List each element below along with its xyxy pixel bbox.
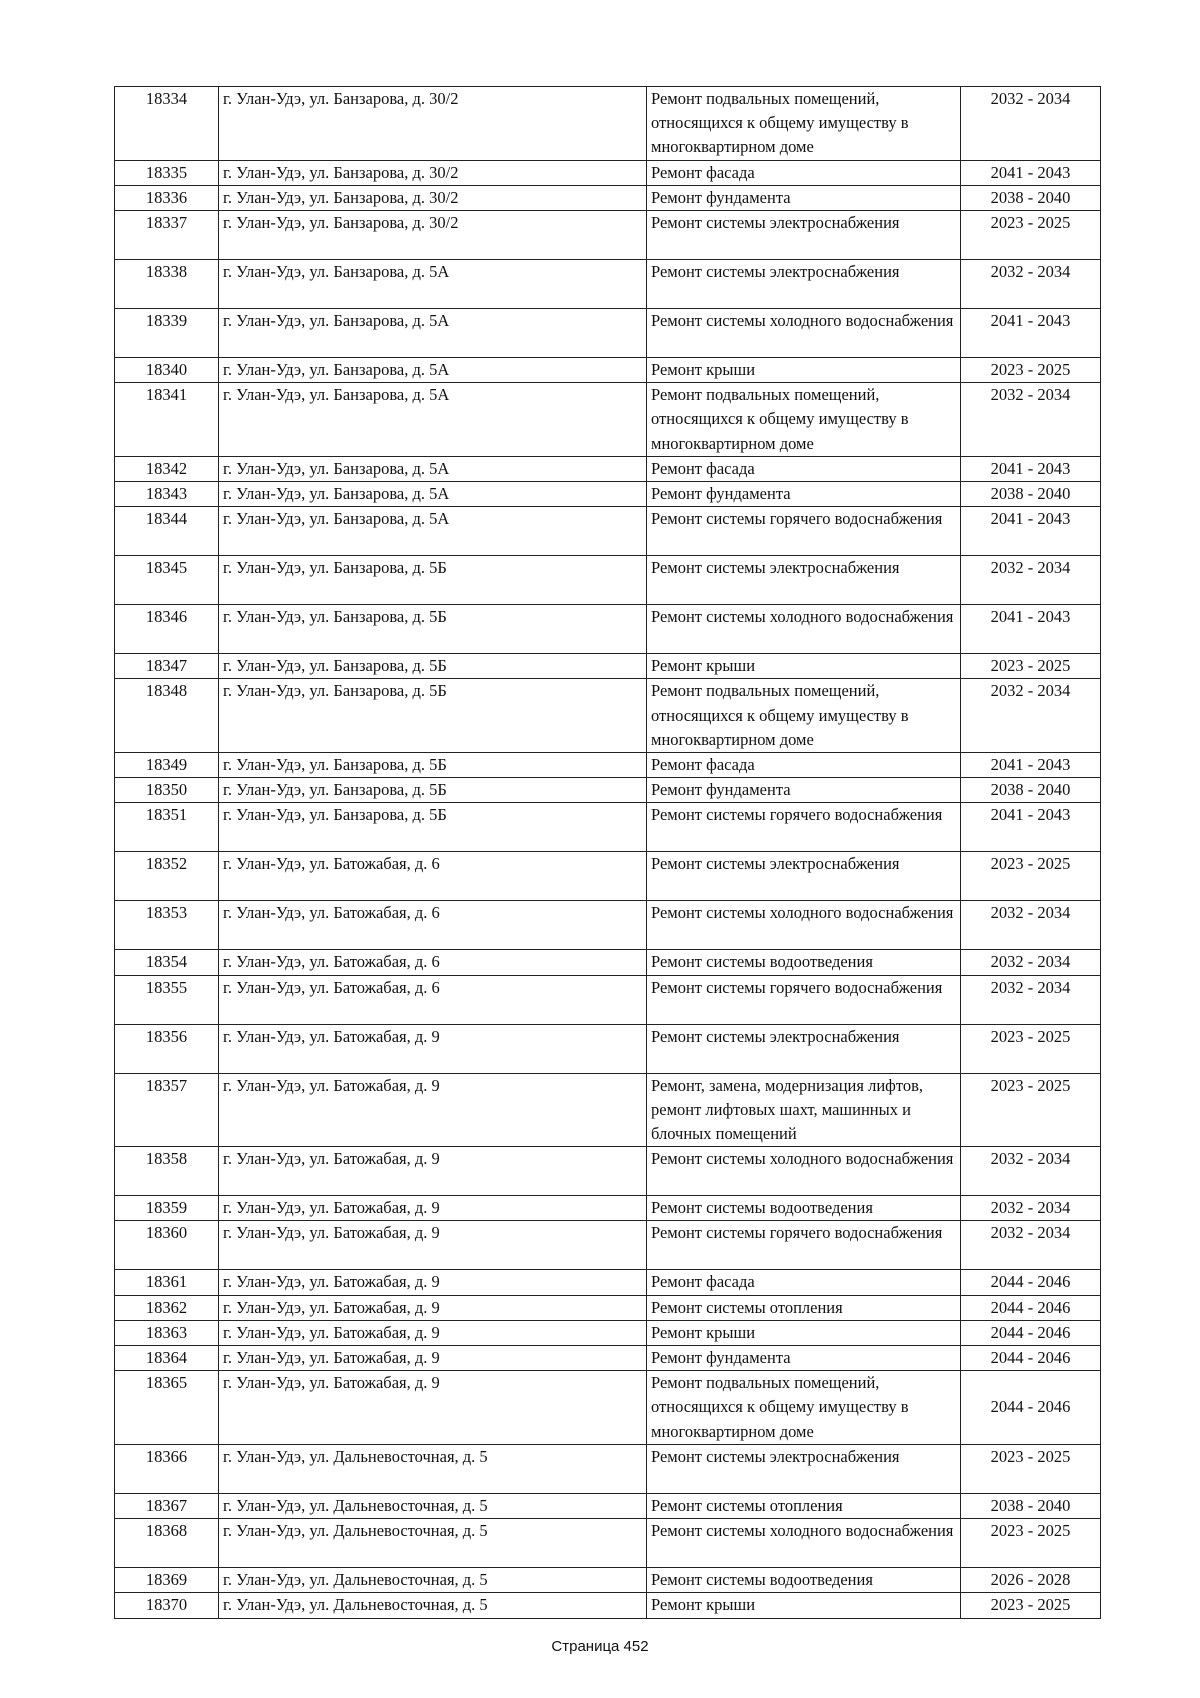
row-address: г. Улан-Удэ, ул. Батожабая, д. 6: [219, 852, 647, 901]
row-number: 18341: [115, 383, 219, 457]
row-address: г. Улан-Удэ, ул. Дальневосточная, д. 5: [219, 1593, 647, 1618]
row-number: 18368: [115, 1519, 219, 1568]
row-address: г. Улан-Удэ, ул. Банзарова, д. 30/2: [219, 87, 647, 161]
row-address: г. Улан-Удэ, ул. Батожабая, д. 9: [219, 1147, 647, 1196]
row-period: 2023 - 2025: [961, 358, 1101, 383]
row-period: 2032 - 2034: [961, 679, 1101, 753]
row-period: 2041 - 2043: [961, 456, 1101, 481]
row-number: 18334: [115, 87, 219, 161]
row-address: г. Улан-Удэ, ул. Батожабая, д. 9: [219, 1221, 647, 1270]
table-body: [115, 87, 1101, 1619]
table-row: [115, 1320, 1101, 1345]
table-row: [115, 753, 1101, 778]
row-number: 18357: [115, 1073, 219, 1147]
row-period: 2032 - 2034: [961, 975, 1101, 1024]
row-period: 2023 - 2025: [961, 1444, 1101, 1493]
row-work-type: Ремонт системы водоотведения: [647, 1568, 961, 1593]
table-row: [115, 185, 1101, 210]
row-period: 2041 - 2043: [961, 160, 1101, 185]
row-work-type: Ремонт системы горячего водоснабжения: [647, 1221, 961, 1270]
row-work-type: Ремонт системы холодного водоснабжения: [647, 309, 961, 358]
row-work-type: Ремонт фасада: [647, 160, 961, 185]
table-row: [115, 950, 1101, 975]
table-row: [115, 1371, 1101, 1445]
row-address: г. Улан-Удэ, ул. Банзарова, д. 30/2: [219, 211, 647, 260]
table-row: [115, 1073, 1101, 1147]
row-number: 18347: [115, 654, 219, 679]
table-row: [115, 482, 1101, 507]
row-period: 2032 - 2034: [961, 556, 1101, 605]
row-work-type: Ремонт крыши: [647, 1593, 961, 1618]
row-work-type: Ремонт системы электроснабжения: [647, 852, 961, 901]
table-row: [115, 1519, 1101, 1568]
row-period: 2032 - 2034: [961, 1221, 1101, 1270]
table-row: [115, 160, 1101, 185]
table-row: [115, 507, 1101, 556]
row-number: 18365: [115, 1371, 219, 1445]
row-period: 2041 - 2043: [961, 605, 1101, 654]
row-period: 2023 - 2025: [961, 654, 1101, 679]
row-work-type: Ремонт крыши: [647, 654, 961, 679]
table-row: [115, 1346, 1101, 1371]
row-address: г. Улан-Удэ, ул. Батожабая, д. 9: [219, 1295, 647, 1320]
row-period: 2044 - 2046: [961, 1295, 1101, 1320]
row-address: г. Улан-Удэ, ул. Банзарова, д. 30/2: [219, 185, 647, 210]
row-work-type: Ремонт системы холодного водоснабжения: [647, 605, 961, 654]
row-number: 18342: [115, 456, 219, 481]
row-number: 18348: [115, 679, 219, 753]
row-work-type: Ремонт подвальных помещений, относящихся к общему имуществу в многоквартирном доме: [647, 679, 961, 753]
row-period: 2044 - 2046: [961, 1270, 1101, 1295]
row-work-type: Ремонт системы электроснабжения: [647, 260, 961, 309]
table-row: [115, 87, 1101, 161]
table-row: [115, 309, 1101, 358]
table-row: [115, 1024, 1101, 1073]
row-work-type: Ремонт фундамента: [647, 778, 961, 803]
table-row: [115, 1593, 1101, 1618]
row-period: 2044 - 2046: [961, 1320, 1101, 1345]
row-period: 2023 - 2025: [961, 1073, 1101, 1147]
row-number: 18356: [115, 1024, 219, 1073]
row-address: г. Улан-Удэ, ул. Батожабая, д. 9: [219, 1320, 647, 1345]
table-row: [115, 1147, 1101, 1196]
row-number: 18350: [115, 778, 219, 803]
row-address: г. Улан-Удэ, ул. Банзарова, д. 5Б: [219, 778, 647, 803]
table-row: [115, 1270, 1101, 1295]
row-address: г. Улан-Удэ, ул. Банзарова, д. 5Б: [219, 753, 647, 778]
row-work-type: Ремонт фасада: [647, 753, 961, 778]
row-work-type: Ремонт системы водоотведения: [647, 1196, 961, 1221]
row-address: г. Улан-Удэ, ул. Банзарова, д. 5Б: [219, 605, 647, 654]
row-work-type: Ремонт системы горячего водоснабжения: [647, 975, 961, 1024]
table-row: [115, 1221, 1101, 1270]
table-row: [115, 358, 1101, 383]
row-work-type: Ремонт системы отопления: [647, 1295, 961, 1320]
table-row: [115, 679, 1101, 753]
row-period: 2032 - 2034: [961, 950, 1101, 975]
table-row: [115, 1444, 1101, 1493]
table-row: [115, 211, 1101, 260]
row-work-type: Ремонт системы электроснабжения: [647, 211, 961, 260]
row-number: 18346: [115, 605, 219, 654]
row-period: 2038 - 2040: [961, 482, 1101, 507]
row-number: 18349: [115, 753, 219, 778]
row-period: 2032 - 2034: [961, 260, 1101, 309]
row-address: г. Улан-Удэ, ул. Дальневосточная, д. 5: [219, 1519, 647, 1568]
row-number: 18366: [115, 1444, 219, 1493]
row-address: г. Улан-Удэ, ул. Дальневосточная, д. 5: [219, 1444, 647, 1493]
row-number: 18338: [115, 260, 219, 309]
row-work-type: Ремонт фундамента: [647, 482, 961, 507]
row-period: 2032 - 2034: [961, 1196, 1101, 1221]
row-address: г. Улан-Удэ, ул. Дальневосточная, д. 5: [219, 1493, 647, 1518]
row-number: 18335: [115, 160, 219, 185]
row-work-type: Ремонт системы отопления: [647, 1493, 961, 1518]
row-period: 2044 - 2046: [961, 1371, 1101, 1445]
row-number: 18358: [115, 1147, 219, 1196]
row-work-type: Ремонт системы холодного водоснабжения: [647, 1147, 961, 1196]
row-address: г. Улан-Удэ, ул. Банзарова, д. 5А: [219, 358, 647, 383]
row-number: 18339: [115, 309, 219, 358]
row-address: г. Улан-Удэ, ул. Банзарова, д. 5А: [219, 383, 647, 457]
row-number: 18364: [115, 1346, 219, 1371]
row-work-type: Ремонт системы горячего водоснабжения: [647, 507, 961, 556]
row-work-type: Ремонт системы водоотведения: [647, 950, 961, 975]
row-number: 18362: [115, 1295, 219, 1320]
table-row: [115, 456, 1101, 481]
table-row: [115, 260, 1101, 309]
row-address: г. Улан-Удэ, ул. Дальневосточная, д. 5: [219, 1568, 647, 1593]
row-address: г. Улан-Удэ, ул. Банзарова, д. 5Б: [219, 679, 647, 753]
row-number: 18343: [115, 482, 219, 507]
row-period: 2023 - 2025: [961, 1593, 1101, 1618]
row-address: г. Улан-Удэ, ул. Батожабая, д. 6: [219, 950, 647, 975]
row-period: 2026 - 2028: [961, 1568, 1101, 1593]
row-address: г. Улан-Удэ, ул. Батожабая, д. 9: [219, 1346, 647, 1371]
row-work-type: Ремонт системы холодного водоснабжения: [647, 1519, 961, 1568]
row-address: г. Улан-Удэ, ул. Батожабая, д. 6: [219, 975, 647, 1024]
row-period: 2041 - 2043: [961, 309, 1101, 358]
row-work-type: Ремонт, замена, модернизация лифтов, ремонт лифтовых шахт, машинных и блочных помещений: [647, 1073, 961, 1147]
row-number: 18369: [115, 1568, 219, 1593]
row-work-type: Ремонт крыши: [647, 1320, 961, 1345]
row-address: г. Улан-Удэ, ул. Батожабая, д. 9: [219, 1073, 647, 1147]
row-number: 18352: [115, 852, 219, 901]
row-period: 2044 - 2046: [961, 1346, 1101, 1371]
row-address: г. Улан-Удэ, ул. Банзарова, д. 5А: [219, 456, 647, 481]
row-number: 18354: [115, 950, 219, 975]
table-row: [115, 1295, 1101, 1320]
row-number: 18336: [115, 185, 219, 210]
row-number: 18340: [115, 358, 219, 383]
table-row: [115, 383, 1101, 457]
row-number: 18363: [115, 1320, 219, 1345]
row-address: г. Улан-Удэ, ул. Банзарова, д. 5Б: [219, 556, 647, 605]
row-period: 2041 - 2043: [961, 753, 1101, 778]
row-work-type: Ремонт подвальных помещений, относящихся к общему имуществу в многоквартирном доме: [647, 1371, 961, 1445]
row-address: г. Улан-Удэ, ул. Батожабая, д. 6: [219, 901, 647, 950]
row-number: 18353: [115, 901, 219, 950]
table-row: [115, 605, 1101, 654]
row-period: 2023 - 2025: [961, 211, 1101, 260]
row-work-type: Ремонт фасада: [647, 1270, 961, 1295]
table-row: [115, 1196, 1101, 1221]
row-period: 2023 - 2025: [961, 852, 1101, 901]
row-work-type: Ремонт системы электроснабжения: [647, 556, 961, 605]
row-period: 2032 - 2034: [961, 383, 1101, 457]
row-period: 2038 - 2040: [961, 778, 1101, 803]
row-period: 2038 - 2040: [961, 1493, 1101, 1518]
row-work-type: Ремонт системы электроснабжения: [647, 1444, 961, 1493]
row-period: 2023 - 2025: [961, 1024, 1101, 1073]
row-work-type: Ремонт подвальных помещений, относящихся к общему имуществу в многоквартирном доме: [647, 383, 961, 457]
table-row: [115, 803, 1101, 852]
row-address: г. Улан-Удэ, ул. Банзарова, д. 5А: [219, 260, 647, 309]
table-row: [115, 654, 1101, 679]
row-address: г. Улан-Удэ, ул. Батожабая, д. 9: [219, 1371, 647, 1445]
row-period: 2041 - 2043: [961, 803, 1101, 852]
row-work-type: Ремонт фасада: [647, 456, 961, 481]
row-number: 18359: [115, 1196, 219, 1221]
row-address: г. Улан-Удэ, ул. Банзарова, д. 5А: [219, 507, 647, 556]
table-row: [115, 1568, 1101, 1593]
row-address: г. Улан-Удэ, ул. Батожабая, д. 9: [219, 1024, 647, 1073]
row-work-type: Ремонт системы горячего водоснабжения: [647, 803, 961, 852]
row-number: 18367: [115, 1493, 219, 1518]
row-address: г. Улан-Удэ, ул. Батожабая, д. 9: [219, 1196, 647, 1221]
row-number: 18355: [115, 975, 219, 1024]
row-period: 2032 - 2034: [961, 1147, 1101, 1196]
row-number: 18360: [115, 1221, 219, 1270]
row-address: г. Улан-Удэ, ул. Банзарова, д. 5А: [219, 482, 647, 507]
row-number: 18345: [115, 556, 219, 605]
row-work-type: Ремонт крыши: [647, 358, 961, 383]
row-period: 2041 - 2043: [961, 507, 1101, 556]
table-row: [115, 975, 1101, 1024]
table-row: [115, 556, 1101, 605]
table-row: [115, 1493, 1101, 1518]
row-number: 18344: [115, 507, 219, 556]
row-period: 2032 - 2034: [961, 901, 1101, 950]
row-address: г. Улан-Удэ, ул. Банзарова, д. 30/2: [219, 160, 647, 185]
row-period: 2038 - 2040: [961, 185, 1101, 210]
row-address: г. Улан-Удэ, ул. Банзарова, д. 5А: [219, 309, 647, 358]
row-number: 18370: [115, 1593, 219, 1618]
repair-schedule-table: [114, 86, 1101, 1619]
row-address: г. Улан-Удэ, ул. Батожабая, д. 9: [219, 1270, 647, 1295]
row-address: г. Улан-Удэ, ул. Банзарова, д. 5Б: [219, 803, 647, 852]
row-address: г. Улан-Удэ, ул. Банзарова, д. 5Б: [219, 654, 647, 679]
row-number: 18351: [115, 803, 219, 852]
row-number: 18361: [115, 1270, 219, 1295]
page-number: Страница 452: [551, 1638, 649, 1655]
row-work-type: Ремонт фундамента: [647, 1346, 961, 1371]
row-work-type: Ремонт фундамента: [647, 185, 961, 210]
row-number: 18337: [115, 211, 219, 260]
row-period: 2032 - 2034: [961, 87, 1101, 161]
row-work-type: Ремонт системы холодного водоснабжения: [647, 901, 961, 950]
table-row: [115, 778, 1101, 803]
row-work-type: Ремонт системы электроснабжения: [647, 1024, 961, 1073]
table-row: [115, 901, 1101, 950]
table-row: [115, 852, 1101, 901]
row-work-type: Ремонт подвальных помещений, относящихся к общему имуществу в многоквартирном доме: [647, 87, 961, 161]
row-period: 2023 - 2025: [961, 1519, 1101, 1568]
